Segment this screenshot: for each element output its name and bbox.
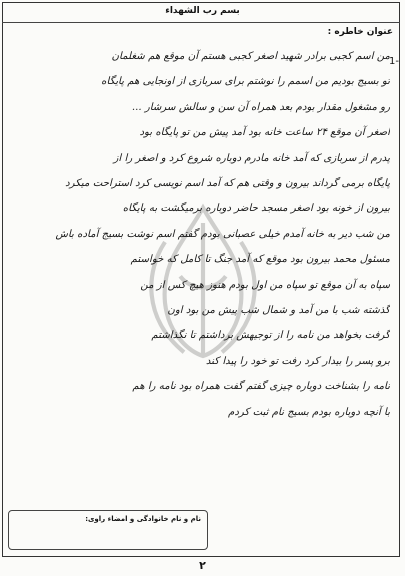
text-line: پدرم از سربازی که آمد خانه مادرم دوباره شروع کرد و اصغر را از: [113, 152, 390, 164]
text-line: با آنچه دوباره بودم بسیج نام ثبت کردم: [228, 406, 390, 418]
text-line: گذشته شب با من آمد و شمال شب پیش من بود اون: [167, 305, 390, 317]
text-line: گرفت بخواهد من نامه را از توجیهش برداشتم تا نگذاشتم: [151, 330, 390, 342]
text-line: سپاه به آن موقع تو سپاه من اول بودم هنوز هیچ کس از من: [140, 279, 390, 291]
page-header-title: بسم رب الشهداء: [165, 6, 240, 16]
margin-number: 1-: [389, 56, 399, 67]
text-line: تو بسیج بودیم من اسمم را نوشتم برای سربازی از اونجایی هم پایگاه: [101, 76, 390, 88]
text-line: من شب دیر به خانه آمدم خیلی عصبانی بودم گفتم اسم نوشت بسیج آماده باش: [55, 228, 390, 240]
text-line: من اسم کجبی برادر شهید اصغر کجبی هستم آن موقع هم شغلمان: [111, 51, 390, 62]
text-line: مسئول محمد بیرون بود موقع که آمد جنگ تا کامل که خواستم: [130, 254, 390, 266]
text-line: رو مشغول مقدار بودم بعد همراه آن سن و سالش سرشار ...: [131, 101, 390, 113]
narrator-label: نام و نام خانوادگی و امضاء راوی:: [85, 515, 201, 523]
text-line: اصغر آن موقع ۲۴ ساعت خانه بود آمد پیش من تو پایگاه بود: [139, 127, 390, 139]
text-line: بیرون از خونه بود اصغر مسجد حاضر دوباره برمیگشت به پایگاه: [122, 203, 390, 215]
narrator-signature-box: [8, 510, 208, 550]
text-line: نامه را بشناخت دوباره چیزی گفتم گفت همراه بود نامه را هم: [132, 381, 390, 393]
text-line: پایگاه برمی گرداند بیرون و وقتی هم که آمد اسم نویسی کرد استراحت میکرد: [65, 178, 390, 190]
memory-title-label: عنوان خاطره :: [327, 27, 393, 37]
handwritten-memory-text: [16, 44, 390, 425]
page-number: ٢: [199, 559, 206, 572]
text-line: برو پسر را بیدار کرد رفت تو خود را پیدا کند: [205, 355, 390, 367]
header-divider: [2, 22, 400, 23]
